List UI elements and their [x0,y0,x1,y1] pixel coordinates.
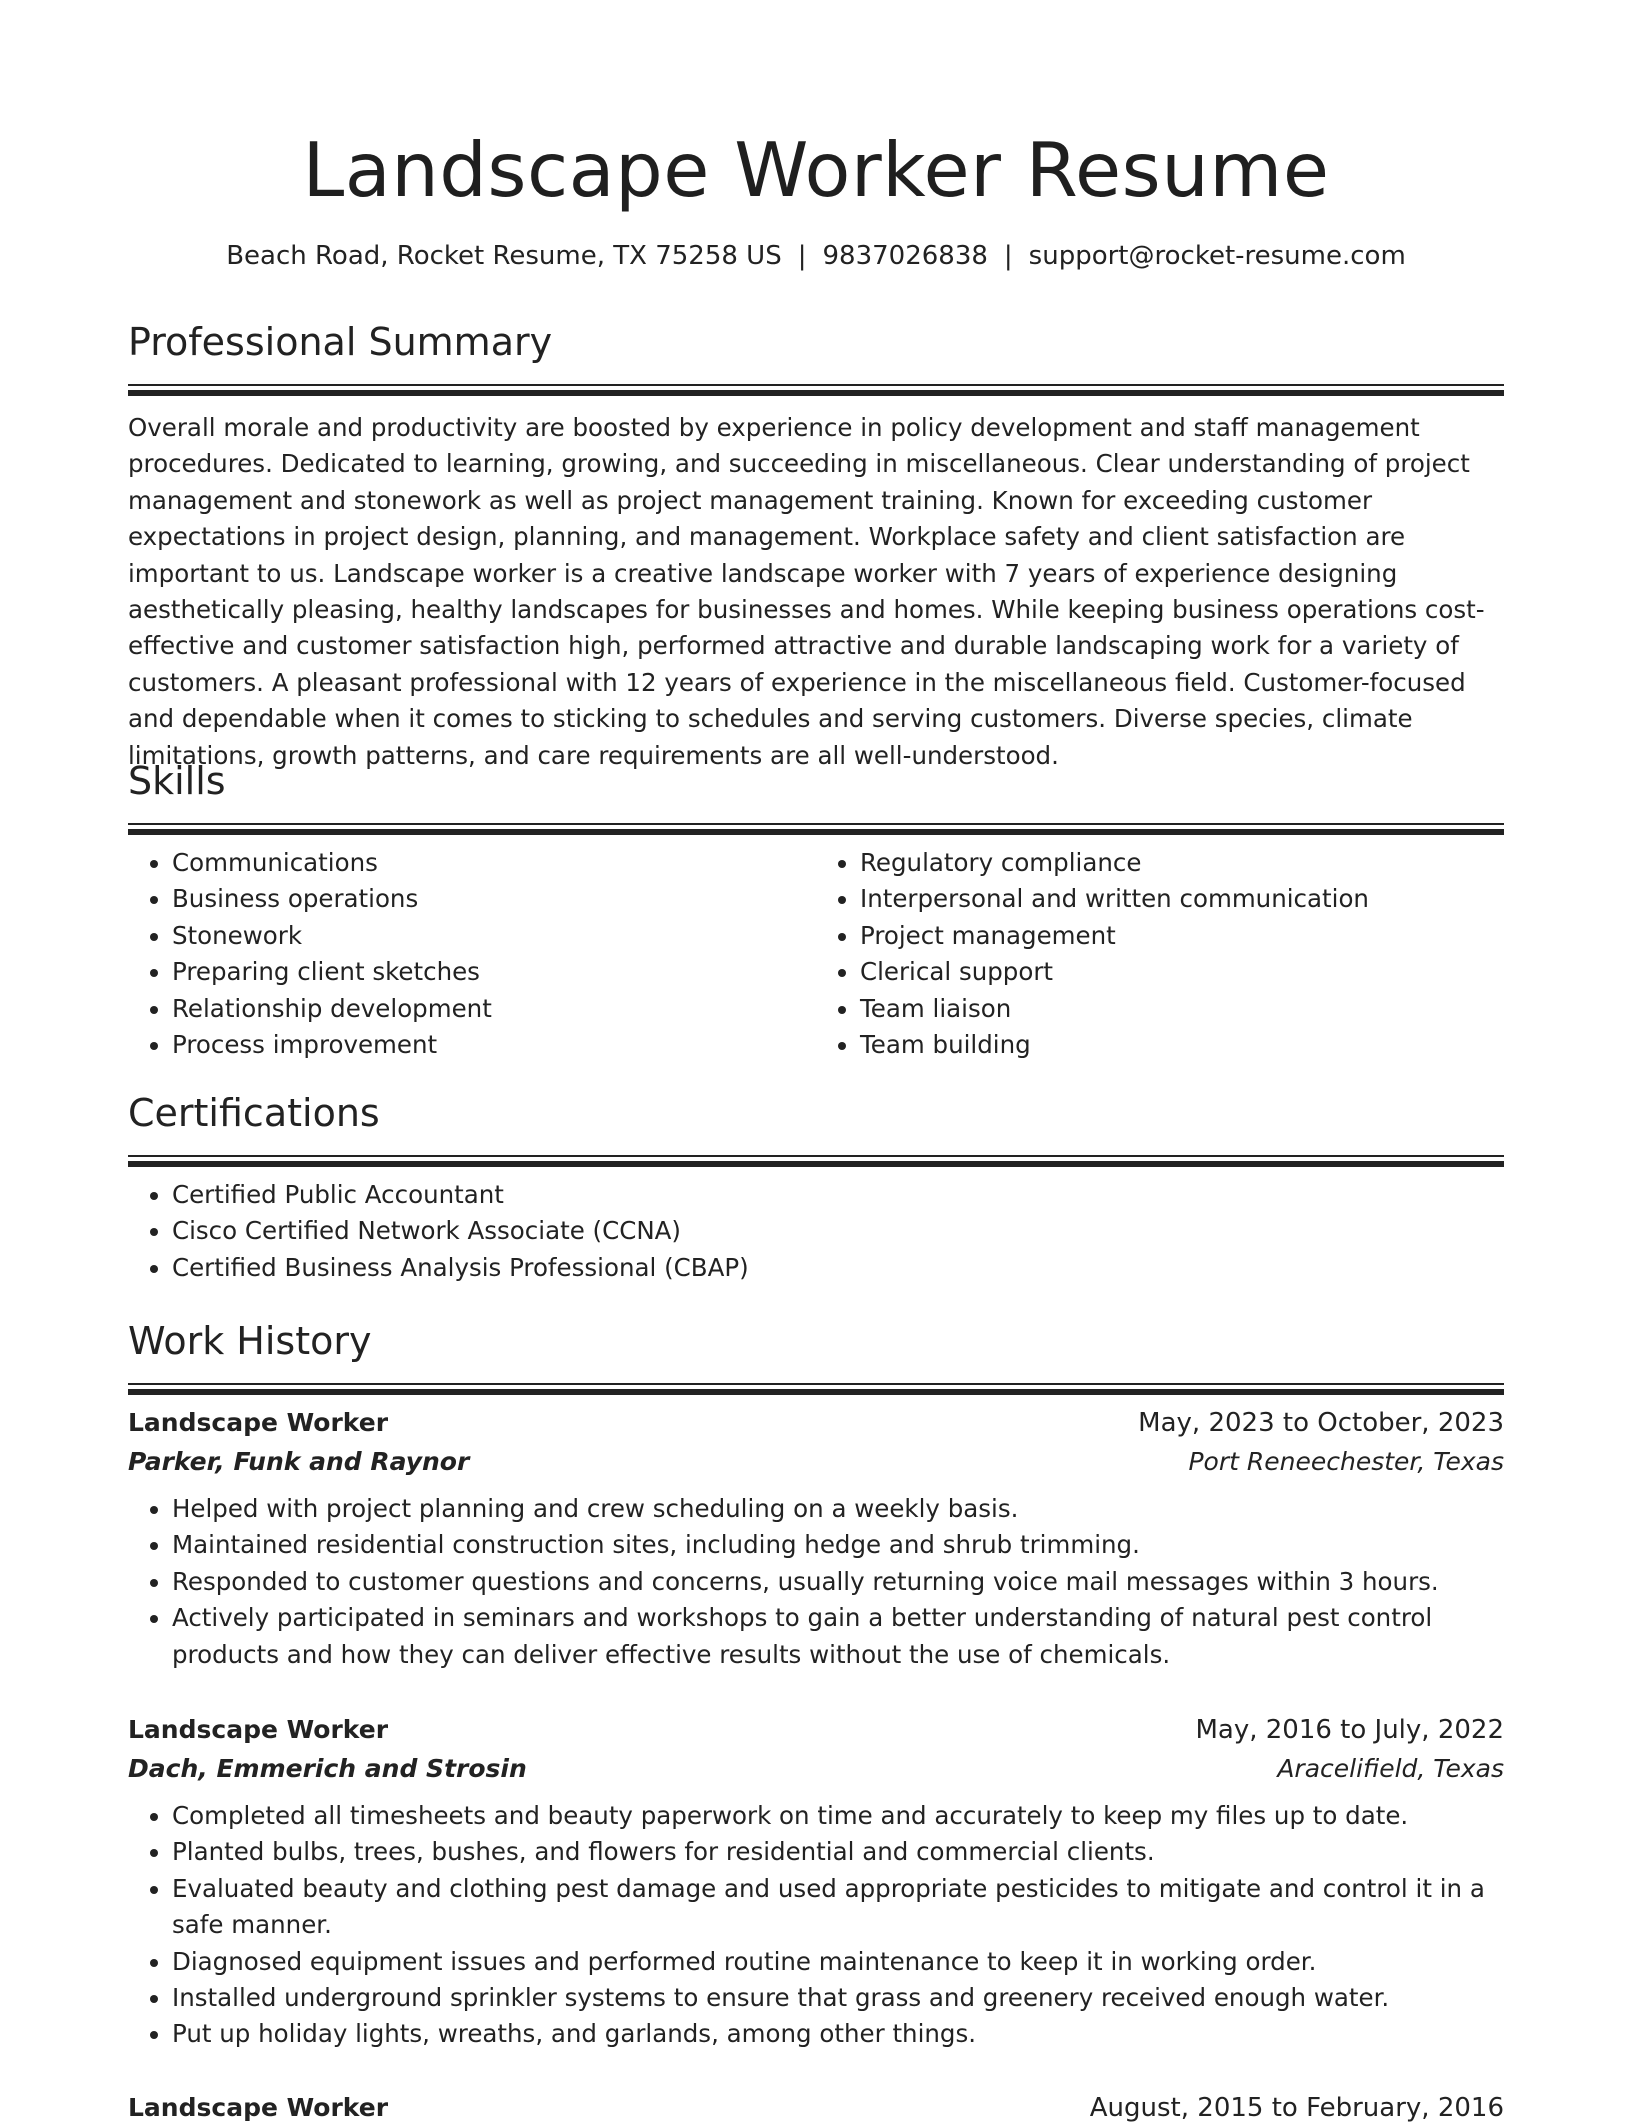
job-dates: May, 2016 to July, 2022 [1195,1715,1504,1745]
skill-item: • Regulatory compliance [860,845,1504,881]
job-entry [128,1403,1504,1673]
skill-item: • Interpersonal and written communication [860,881,1504,917]
certification-item: • Cisco Certified Network Associate (CCNA) [172,1213,1504,1249]
job-header [128,1710,1504,1750]
job-bullets [128,1491,1504,1673]
job-dates: May, 2023 to October, 2023 [1138,1408,1504,1438]
summary-text: Overall morale and productivity are boosted by experience in policy development and staff management procedures. Dedicated to learning, growing, and succeeding in miscellaneous. Clear understanding of project management and stonework as well as project management training. Known for exceeding customer expectations in project design, planning, and management. Workplace safety and client satisfaction are important to us. Landscape worker is a creative landscape worker with 7 years of experience designing aesthetically pleasing, healthy landscapes for businesses and homes. While keeping business operations cost-effective and customer satisfaction high, performed attractive and durable landscaping work for a variety of customers. A pleasant professional with 12 years of experience in the miscellaneous field. Customer-focused and dependable when it comes to sticking to schedules and serving customers. Diverse species, climate limitations, growth patterns, and care requirements are all well-understood. [128,413,1485,770]
job-bullet: • Helped with project planning and crew scheduling on a weekly basis. [172,1491,1504,1527]
job-bullet: • Responded to customer questions and concerns, usually returning voice mail messages within 3 hours. [172,1564,1504,1600]
skill-item: • Communications [172,845,816,881]
work-history-section [128,1317,1504,1395]
job-bullet: • Diagnosed equipment issues and performed routine maintenance to keep it in working order. [172,1944,1504,1980]
skills-grid [128,845,1504,1063]
skill-item: • Project management [860,918,1504,954]
section-divider [128,1383,1504,1395]
job-header [128,1403,1504,1443]
section-divider [128,823,1504,835]
skill-item: • Process improvement [172,1027,816,1063]
job-subheader [128,1750,1504,1788]
skill-item: • Clerical support [860,954,1504,990]
skills-left-list [128,845,816,1063]
certification-item: • Certified Public Accountant [172,1177,1504,1213]
skill-item: • Preparing client sketches [172,954,816,990]
job-bullet: • Installed underground sprinkler systems to ensure that grass and greenery received enough water. [172,1980,1504,2016]
section-divider [128,1155,1504,1167]
skills-section [128,757,1504,1063]
job-location: Aracelifield, Texas [1277,1754,1504,1783]
contact-separator: | [1003,241,1013,271]
job-entry [128,2088,1504,2128]
work-history-heading: Work History [128,1319,372,1363]
job-company: Parker, Funk and Raynor [128,1447,470,1476]
job-header [128,2088,1504,2128]
skills-heading: Skills [128,759,226,803]
section-divider [128,384,1504,396]
skills-right-list [816,845,1504,1063]
skill-item: • Relationship development [172,991,816,1027]
contact-line [128,238,1504,274]
job-title: Landscape Worker [128,2093,389,2122]
certifications-heading: Certifications [128,1091,380,1135]
job-bullet: • Evaluated beauty and clothing pest damage and used appropriate pesticides to mitigate and control it in a safe manner. [172,1871,1504,1944]
skill-item: • Business operations [172,881,816,917]
certification-item: • Certified Business Analysis Professional (CBAP) [172,1250,1504,1286]
resume-title: Landscape Worker Resume [302,126,1330,214]
certifications-section [128,1089,1504,1286]
job-bullet: • Completed all timesheets and beauty paperwork on time and accurately to keep my files up to date. [172,1798,1504,1834]
job-company: Dach, Emmerich and Strosin [128,1754,527,1783]
job-bullet: • Actively participated in seminars and workshops to gain a better understanding of natural pest control products and how they can deliver effective results without the use of chemicals. [172,1600,1504,1673]
job-bullet: • Maintained residential construction sites, including hedge and shrub trimming. [172,1527,1504,1563]
job-title: Landscape Worker [128,1408,389,1437]
job-bullet: • Planted bulbs, trees, bushes, and flowers for residential and commercial clients. [172,1834,1504,1870]
contact-separator: | [797,241,807,271]
certifications-list [128,1177,1504,1286]
skill-item: • Stonework [172,918,816,954]
job-bullet: • Put up holiday lights, wreaths, and garlands, among other things. [172,2016,1504,2052]
job-location: Port Reneechester, Texas [1188,1447,1504,1476]
contact-email: support@rocket-resume.com [1028,241,1406,271]
skill-item: • Team building [860,1027,1504,1063]
job-title: Landscape Worker [128,1715,389,1744]
job-dates: August, 2015 to February, 2016 [1089,2093,1504,2123]
contact-address: Beach Road, Rocket Resume, TX 75258 US [226,241,782,271]
contact-phone: 9837026838 [822,241,988,271]
summary-section [128,318,1504,774]
job-bullets [128,1798,1504,2053]
skill-item: • Team liaison [860,991,1504,1027]
job-entry [128,1710,1504,2053]
job-subheader [128,1443,1504,1481]
summary-heading: Professional Summary [128,320,553,364]
